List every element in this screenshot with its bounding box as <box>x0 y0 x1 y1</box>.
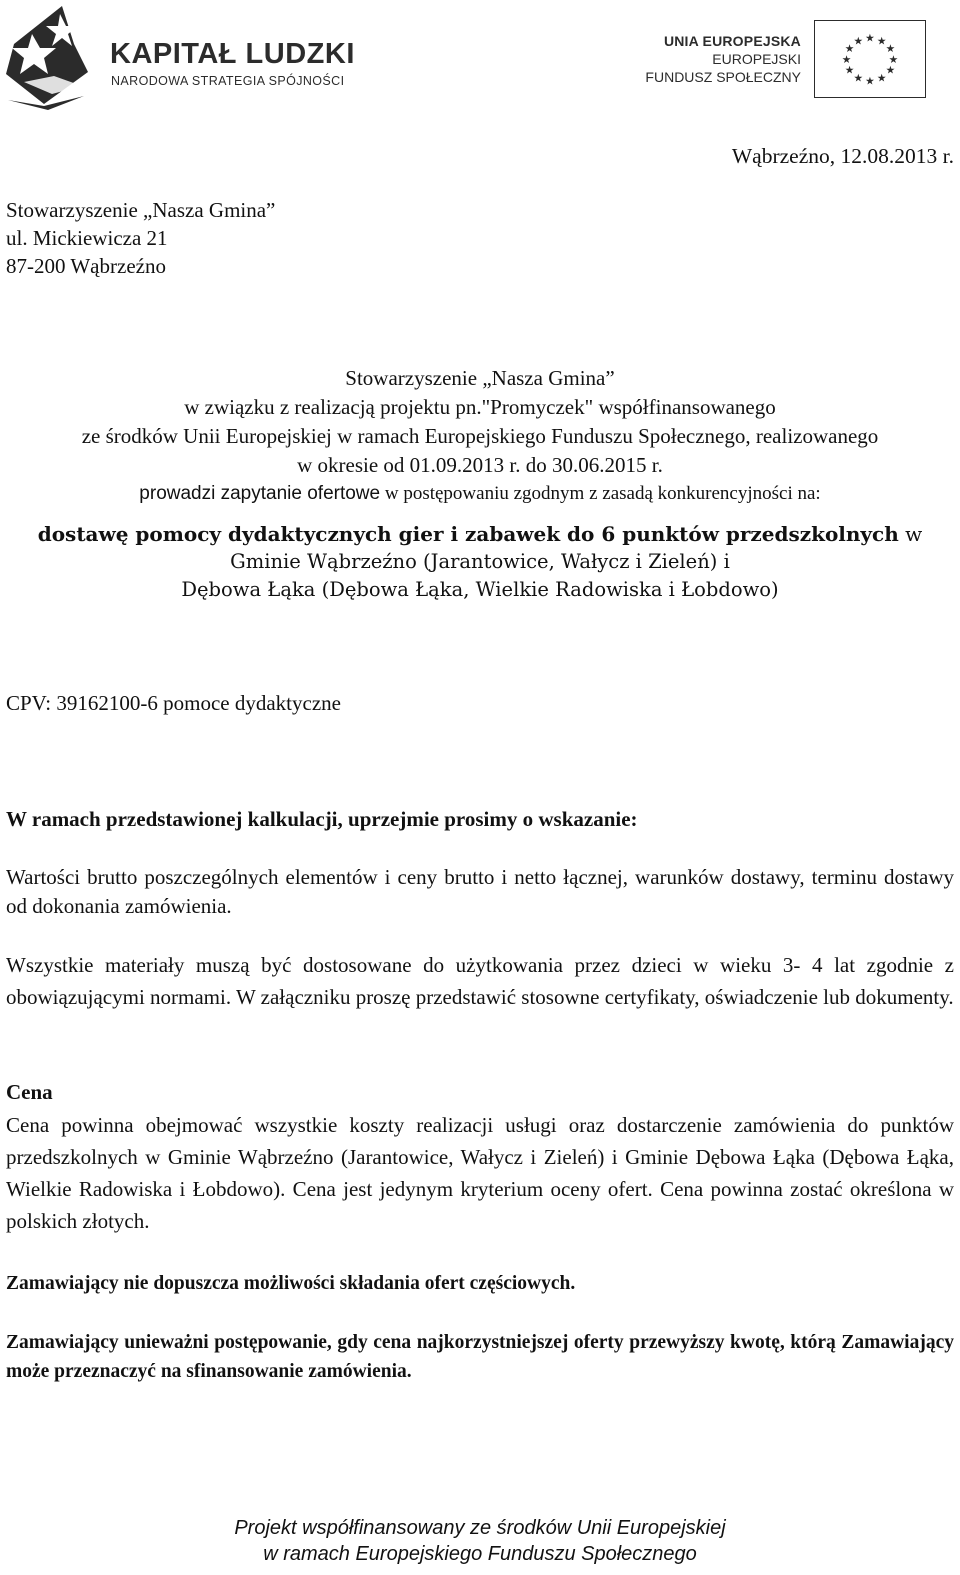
subject-bold-tail: w <box>898 522 923 546</box>
subject-block <box>0 520 960 604</box>
subject-bold: dostawę pomocy dydaktycznych gier i zabawek do 6 punktów przedszkolnych <box>37 522 899 546</box>
note-partial-offers: Zamawiający nie dopuszcza możliwości składania ofert częściowych. <box>6 1273 576 1294</box>
kapital-ludzki-subtitle: NARODOWA STRATEGIA SPÓJNOŚCI <box>111 74 345 88</box>
svg-text:★: ★ <box>865 74 875 88</box>
intro-line-1: Stowarzyszenie „Nasza Gmina” <box>345 366 615 390</box>
paragraph-materials: Wszystkie materiały muszą być dostosowane do użytkowania przez dzieci w wieku 3- 4 lat zgodnie z obowiązującymi normami. W załączniku proszę przedstawić stosowne certyfikaty, oświadczenie lub dokumenty. <box>6 953 954 1009</box>
kapital-ludzki-title: KAPITAŁ LUDZKI <box>110 38 355 70</box>
svg-text:★: ★ <box>885 42 896 56</box>
calculation-heading: W ramach przedstawionej kalkulacji, uprzejmie prosimy o wskazanie: <box>6 807 638 831</box>
footer-line-1: Projekt współfinansowany ze środków Unii Europejskiej <box>234 1517 726 1539</box>
request-line <box>0 480 960 508</box>
cpv-code: CPV: 39162100-6 pomoce dydaktyczne <box>6 691 341 715</box>
svg-text:★: ★ <box>885 63 896 77</box>
intro-line-2: w związku z realizacją projektu pn."Promyczek" współfinansowanego <box>184 395 776 419</box>
subject-line-3: Dębowa Łąka (Dębowa Łąka, Wielkie Radowiska i Łobdowo) <box>181 578 779 601</box>
svg-text:★: ★ <box>844 63 855 77</box>
request-rest: w postępowaniu zgodnym z zasadą konkurencyjności na: <box>380 483 821 504</box>
subject-line-1 <box>0 520 960 548</box>
paragraph-values: Wartości brutto poszczególnych elementów i ceny brutto i netto łącznej, warunków dostawy, terminu dostawy od dokonania zamówienia. <box>6 865 954 918</box>
sender-address <box>6 196 275 280</box>
svg-text:★: ★ <box>853 71 864 85</box>
eu-flag-icon <box>814 20 926 98</box>
intro-line-4: w okresie od 01.09.2013 r. do 30.06.2015 r. <box>297 453 663 477</box>
svg-text:★: ★ <box>853 34 864 48</box>
request-prefix: prowadzi zapytanie ofertowe <box>139 483 381 504</box>
sender-street: ul. Mickiewicza 21 <box>6 226 168 250</box>
svg-text:★: ★ <box>876 71 887 85</box>
document-date: Wąbrzeźno, 12.08.2013 r. <box>731 144 954 168</box>
kapital-ludzki-logo <box>4 4 354 112</box>
eu-logo-line-3: FUNDUSZ SPOŁECZNY <box>645 69 801 85</box>
sender-city: 87-200 Wąbrzeźno <box>6 254 166 278</box>
kapital-ludzki-emblem-icon <box>4 4 96 110</box>
price-body: Cena powinna obejmować wszystkie koszty realizacji usługi oraz dostarczenie zamówienia do punktów przedszkolnych w Gminie Wąbrzeźno (Jarantowice, Wałycz i Zieleń) i Gminie Dębowa Łąka (Dębowa Łąka, Wielkie Radowiska i Łobdowo). Cena jest jedynym kryterium oceny ofert. Cena powinna zostać określona w polskich złotych. <box>6 1113 954 1233</box>
eu-logo-line-2: EUROPEJSKI <box>712 51 801 67</box>
svg-text:★: ★ <box>888 52 899 66</box>
svg-text:★: ★ <box>844 42 855 56</box>
eu-logo-text <box>645 32 801 86</box>
svg-text:★: ★ <box>841 52 852 66</box>
eu-efs-logo <box>646 20 926 100</box>
subject-line-2: Gminie Wąbrzeźno (Jarantowice, Wałycz i Zieleń) i <box>230 550 730 573</box>
note-cancellation: Zamawiający unieważni postępowanie, gdy cena najkorzystniejszej oferty przewyższy kwotę, którą Zamawiający może przeznaczyć na sfinansowanie zamówienia. <box>6 1332 954 1382</box>
footer-line-2: w ramach Europejskiego Funduszu Społecznego <box>263 1543 697 1565</box>
intro-block <box>0 364 960 480</box>
svg-text:★: ★ <box>865 31 875 45</box>
footer <box>0 1515 960 1567</box>
sender-name: Stowarzyszenie „Nasza Gmina” <box>6 198 276 222</box>
intro-line-3: ze środków Unii Europejskiej w ramach Europejskiego Funduszu Społecznego, realizowanego <box>81 424 879 448</box>
svg-text:★: ★ <box>876 34 887 48</box>
eu-logo-line-1: UNIA EUROPEJSKA <box>663 33 801 49</box>
price-heading: Cena <box>6 1080 53 1104</box>
